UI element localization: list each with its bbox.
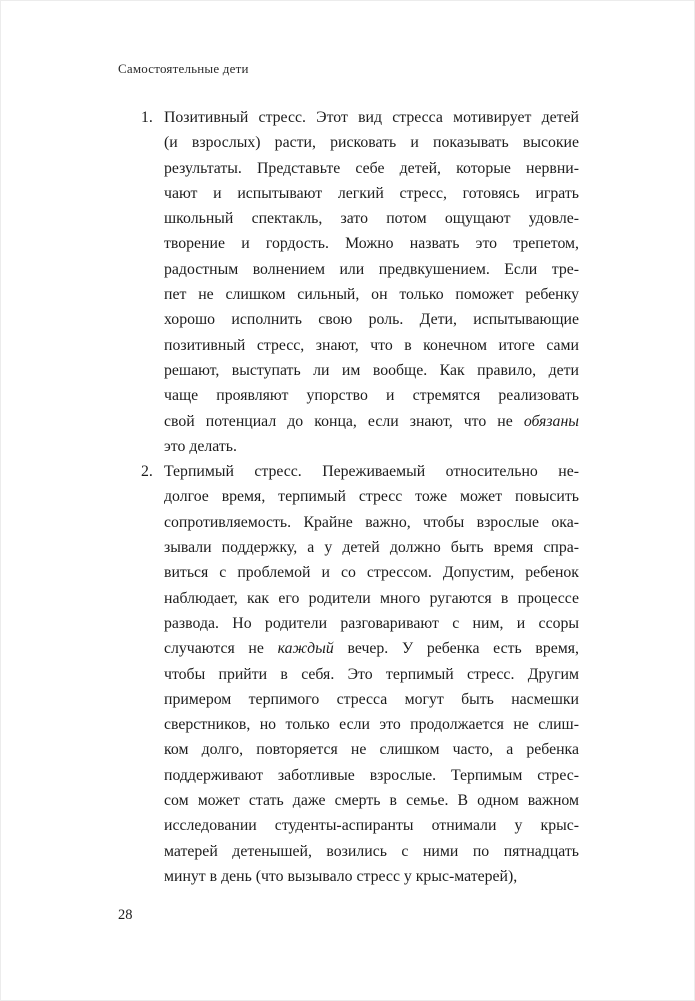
- text-line: случаются не каждый вечер. У ребенка есть время,: [164, 640, 579, 658]
- text-line: развода. Но родители разговаривают с ним, и ссоры: [164, 614, 579, 632]
- text-line: хорошо исполнить свою роль. Дети, испытывающие: [164, 311, 579, 329]
- text-line: (и взрослых) расти, рисковать и показывать высокие: [164, 134, 579, 152]
- text-line: зывали поддержку, а у детей должно быть время спра-: [164, 539, 579, 557]
- text-line: чтобы прийти в себя. Это терпимый стресс. Другим: [164, 665, 579, 683]
- list-item-number: 2.: [141, 463, 153, 481]
- page-number: 28: [118, 907, 133, 923]
- list-item: [141, 105, 579, 459]
- running-header: Самостоятельные дети: [118, 61, 249, 76]
- text-line: поддерживают заботливые взрослые. Терпимым стрес-: [164, 766, 579, 784]
- list-item-number: 1.: [141, 109, 153, 126]
- text-line: сверстников, но только если это продолжается не слиш-: [164, 716, 579, 734]
- text-line: матерей детенышей, возились с ними по пятнадцать: [164, 842, 579, 860]
- text-line: исследовании студенты-аспиранты отнимали у крыс-: [164, 817, 579, 835]
- text-line: школьный спектакль, зато потом ощущают удовле-: [164, 210, 579, 228]
- text-line: ком долго, повторяется не слишком часто, а ребенка: [164, 741, 579, 759]
- text-line: сопротивляемость. Крайне важно, чтобы взрослые ока-: [164, 513, 579, 531]
- text-line: Терпимый стресс. Переживаемый относительно не-: [164, 463, 579, 481]
- text-line: минут в день (что вызывало стресс у крыс-матерей),: [164, 867, 518, 885]
- text-line: радостным волнением или предвкушением. Если тре-: [164, 260, 579, 278]
- text-line: долгое время, терпимый стресс тоже может повысить: [164, 488, 579, 506]
- text-line: решают, выступать ли им вообще. Как правило, дети: [164, 361, 579, 379]
- text-line: позитивный стресс, знают, что в конечном итоге сами: [164, 336, 579, 354]
- text-line: творение и гордость. Можно назвать это трепетом,: [164, 235, 579, 253]
- text-line: это делать.: [164, 437, 237, 455]
- text-line: виться с проблемой и со стрессом. Допустим, ребенок: [164, 564, 579, 582]
- text-line: результаты. Представьте себе детей, которые нервни-: [164, 159, 579, 177]
- text-line: чают и испытывают легкий стресс, готовясь играть: [164, 184, 579, 202]
- text-line: свой потенциал до конца, если знают, что не обязаны: [164, 412, 579, 430]
- list-item: [141, 459, 579, 889]
- list-item-text: [164, 459, 579, 889]
- list-item-text: [164, 105, 579, 459]
- text-line: чаще проявляют упорство и стремятся реализовать: [164, 387, 579, 405]
- text-line: пет не слишком сильный, он только поможет ребенку: [164, 286, 579, 304]
- text-line: примером терпимого стресса могут быть насмешки: [164, 690, 579, 708]
- text-line: Позитивный стресс. Этот вид стресса мотивирует детей: [164, 109, 579, 126]
- numbered-list: [141, 105, 579, 889]
- text-line: наблюдает, как его родители много ругаются в процессе: [164, 589, 579, 607]
- text-line: сом может стать даже смерть в семье. В одном важном: [164, 792, 579, 810]
